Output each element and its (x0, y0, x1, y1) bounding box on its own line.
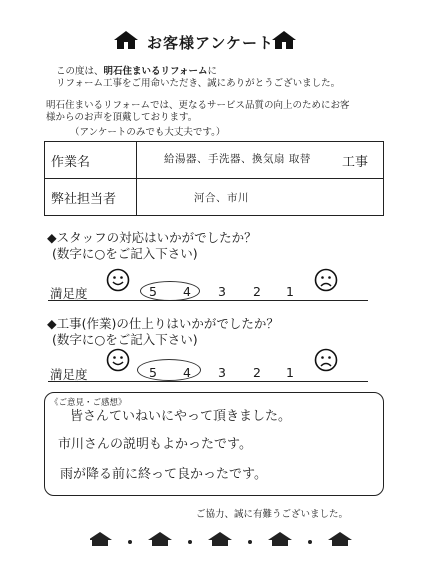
staff-label: 弊社担当者 (45, 179, 137, 216)
comment-label: 《ご意見・ご感想》 (50, 398, 127, 408)
happy-face-icon (106, 348, 130, 372)
scale-number: 4 (183, 284, 191, 299)
scale-number: 4 (183, 365, 191, 380)
decorative-houses (90, 528, 370, 548)
comment-line: 皆さんていねいにやって頂きました。 (70, 409, 292, 424)
table-row (45, 179, 384, 216)
scale-number: 1 (286, 365, 294, 380)
thanks-text: ご協力、誠に有難うございました。 (196, 509, 349, 520)
comment-line: 市川さんの説明もよかったです。 (58, 437, 252, 452)
satisfaction-label: 満足度 (50, 286, 88, 301)
scale-number: 2 (253, 365, 261, 380)
intro-paragraph: 明石住まいるリフォームでは、更なるサービス品質の向上のためにお客 様からのお声を頂戴しております。 (46, 100, 350, 123)
work-name-value: 給湯器、手洗器、換気扇 取替 工事 (137, 142, 384, 179)
scale-number: 3 (218, 365, 226, 380)
scale-number: 3 (218, 284, 226, 299)
comment-line: 雨が降る前に終って良かったです。 (60, 467, 267, 482)
question-1-title: ◆スタッフの対応はいかがでしたか？ (47, 230, 257, 245)
happy-face-icon (106, 268, 130, 292)
work-name-label: 作業名 (45, 142, 137, 179)
question-2-title: ◆工事(作業)の仕上りはいかがでしたか？ (47, 316, 279, 331)
satisfaction-label: 満足度 (50, 367, 88, 382)
sad-face-icon (314, 348, 338, 372)
page-title: お客様アンケート (146, 34, 275, 52)
divider (48, 381, 368, 382)
note-text: （アンケートのみでも大丈夫です。） (70, 127, 226, 138)
question-2-instruction: (数字に○をご記入下さい) (52, 332, 198, 347)
question-1-instruction: (数字に○をご記入下さい) (52, 246, 198, 261)
answer-circle (137, 359, 201, 381)
table-row (45, 142, 384, 179)
staff-value: 河合、市川 (137, 179, 384, 216)
house-icon (272, 31, 296, 49)
scale-number: 5 (149, 284, 157, 299)
divider (48, 300, 368, 301)
sad-face-icon (314, 268, 338, 292)
scale-number: 5 (149, 365, 157, 380)
scale-number: 2 (253, 284, 261, 299)
intro-text: この度は、明石住まいるリフォームに リフォーム工事をご用命いただき、誠にありがとうございました。 (56, 66, 341, 89)
info-table (44, 141, 384, 216)
scale-number: 1 (286, 284, 294, 299)
